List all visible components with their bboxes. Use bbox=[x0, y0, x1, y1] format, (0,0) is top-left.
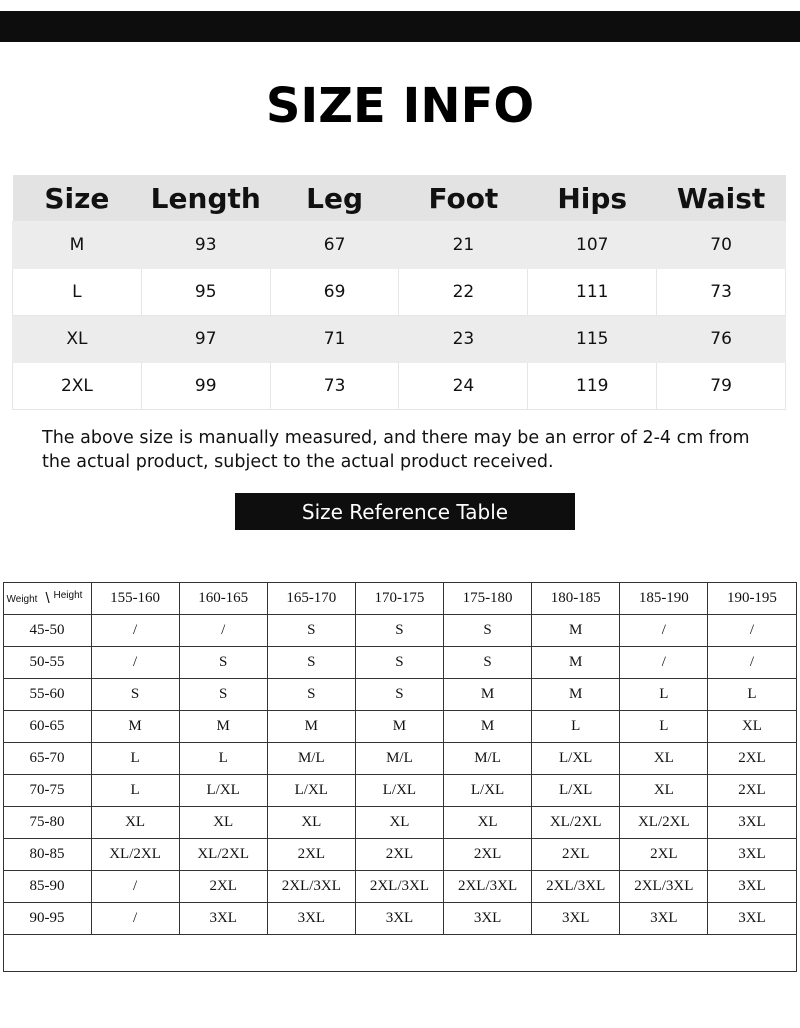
height-header-cell: 165-170 bbox=[267, 582, 355, 614]
table-row bbox=[3, 870, 796, 902]
length-cell: 97 bbox=[141, 316, 270, 363]
size-recommendation-cell: 2XL/3XL bbox=[620, 870, 708, 902]
table-row bbox=[13, 269, 786, 316]
corner-divider: \ bbox=[45, 589, 50, 607]
size-reference-table-frame bbox=[3, 582, 797, 972]
size-recommendation-cell: L/XL bbox=[179, 774, 267, 806]
size-recommendation-cell: M/L bbox=[444, 742, 532, 774]
size-recommendation-cell: M bbox=[91, 710, 179, 742]
table-row bbox=[13, 316, 786, 363]
hips-cell: 115 bbox=[528, 316, 657, 363]
size-recommendation-cell: L/XL bbox=[532, 742, 620, 774]
size-recommendation-cell: 2XL bbox=[532, 838, 620, 870]
size-recommendation-cell: M bbox=[355, 710, 443, 742]
foot-cell: 23 bbox=[399, 316, 528, 363]
table-row bbox=[13, 222, 786, 269]
table-row bbox=[13, 363, 786, 410]
waist-cell: 70 bbox=[657, 222, 786, 269]
size-recommendation-cell: L/XL bbox=[444, 774, 532, 806]
size-recommendation-cell: L bbox=[179, 742, 267, 774]
size-recommendation-cell: 3XL bbox=[708, 838, 796, 870]
size-recommendation-cell: L bbox=[91, 742, 179, 774]
weight-height-corner-cell bbox=[3, 582, 91, 614]
size-recommendation-cell: M bbox=[532, 646, 620, 678]
size-recommendation-cell: S bbox=[179, 646, 267, 678]
size-recommendation-cell: 3XL bbox=[620, 902, 708, 934]
header-foot: Foot bbox=[399, 175, 528, 222]
weight-cell: 45-50 bbox=[3, 614, 91, 646]
hips-cell: 119 bbox=[528, 363, 657, 410]
foot-cell: 21 bbox=[399, 222, 528, 269]
size-recommendation-cell: 2XL/3XL bbox=[355, 870, 443, 902]
size-recommendation-cell: XL bbox=[91, 806, 179, 838]
length-cell: 93 bbox=[141, 222, 270, 269]
size-recommendation-cell: 3XL bbox=[708, 902, 796, 934]
size-recommendation-cell: S bbox=[444, 614, 532, 646]
size-recommendation-cell: / bbox=[91, 870, 179, 902]
table-row bbox=[3, 678, 796, 710]
size-recommendation-cell: L bbox=[708, 678, 796, 710]
size-recommendation-cell: XL bbox=[444, 806, 532, 838]
hips-cell: 111 bbox=[528, 269, 657, 316]
weight-cell: 90-95 bbox=[3, 902, 91, 934]
leg-cell: 71 bbox=[270, 316, 399, 363]
size-recommendation-cell: 2XL bbox=[444, 838, 532, 870]
size-recommendation-cell: / bbox=[620, 614, 708, 646]
size-recommendation-cell: S bbox=[355, 678, 443, 710]
size-recommendation-cell: XL/2XL bbox=[532, 806, 620, 838]
height-header-cell: 155-160 bbox=[91, 582, 179, 614]
size-recommendation-cell: / bbox=[708, 646, 796, 678]
size-recommendation-cell: / bbox=[708, 614, 796, 646]
size-recommendation-cell: XL bbox=[620, 742, 708, 774]
weight-cell: 85-90 bbox=[3, 870, 91, 902]
weight-cell: 80-85 bbox=[3, 838, 91, 870]
size-recommendation-cell: M/L bbox=[355, 742, 443, 774]
size-recommendation-cell: / bbox=[91, 646, 179, 678]
height-header-cell: 170-175 bbox=[355, 582, 443, 614]
weight-cell: 50-55 bbox=[3, 646, 91, 678]
height-header-cell: 185-190 bbox=[620, 582, 708, 614]
size-recommendation-cell: M bbox=[532, 678, 620, 710]
size-cell: M bbox=[13, 222, 142, 269]
size-recommendation-cell: M bbox=[267, 710, 355, 742]
waist-cell: 73 bbox=[657, 269, 786, 316]
leg-cell: 67 bbox=[270, 222, 399, 269]
table-row bbox=[3, 646, 796, 678]
top-banner-bar bbox=[0, 11, 800, 42]
size-recommendation-cell: S bbox=[267, 646, 355, 678]
table-row bbox=[3, 774, 796, 806]
size-recommendation-cell: L bbox=[620, 678, 708, 710]
size-recommendation-cell: 2XL bbox=[267, 838, 355, 870]
page-title: SIZE INFO bbox=[265, 78, 535, 134]
size-recommendation-cell: 2XL bbox=[708, 774, 796, 806]
length-cell: 99 bbox=[141, 363, 270, 410]
size-reference-table bbox=[3, 582, 797, 935]
waist-cell: 79 bbox=[657, 363, 786, 410]
hips-cell: 107 bbox=[528, 222, 657, 269]
size-recommendation-cell: M bbox=[179, 710, 267, 742]
measurement-note: The above size is manually measured, and there may be an error of 2-4 cm from the actual product, subject to the actual product received. bbox=[42, 428, 750, 472]
size-recommendation-cell: L bbox=[91, 774, 179, 806]
header-waist: Waist bbox=[657, 175, 786, 222]
size-recommendation-cell: S bbox=[444, 646, 532, 678]
weight-cell: 75-80 bbox=[3, 806, 91, 838]
size-recommendation-cell: XL bbox=[179, 806, 267, 838]
weight-cell: 60-65 bbox=[3, 710, 91, 742]
size-recommendation-cell: XL bbox=[708, 710, 796, 742]
foot-cell: 22 bbox=[399, 269, 528, 316]
weight-cell: 70-75 bbox=[3, 774, 91, 806]
waist-cell: 76 bbox=[657, 316, 786, 363]
corner-height-label: Height bbox=[53, 589, 83, 601]
size-recommendation-cell: 2XL bbox=[708, 742, 796, 774]
size-recommendation-cell: 2XL bbox=[355, 838, 443, 870]
table-row bbox=[3, 614, 796, 646]
size-recommendation-cell: M bbox=[532, 614, 620, 646]
size-recommendation-cell: / bbox=[620, 646, 708, 678]
size-recommendation-cell: 2XL/3XL bbox=[532, 870, 620, 902]
height-header-cell: 175-180 bbox=[444, 582, 532, 614]
length-cell: 95 bbox=[141, 269, 270, 316]
table-row bbox=[3, 902, 796, 934]
size-recommendation-cell: L bbox=[620, 710, 708, 742]
size-reference-title-banner: Size Reference Table bbox=[235, 493, 575, 530]
height-header-cell: 190-195 bbox=[708, 582, 796, 614]
size-recommendation-cell: L/XL bbox=[532, 774, 620, 806]
size-recommendation-cell: / bbox=[91, 902, 179, 934]
table-row bbox=[3, 710, 796, 742]
size-recommendation-cell: 2XL/3XL bbox=[267, 870, 355, 902]
size-recommendation-cell: 2XL bbox=[179, 870, 267, 902]
size-recommendation-cell: 3XL bbox=[708, 870, 796, 902]
size-recommendation-cell: S bbox=[355, 646, 443, 678]
size-recommendation-cell: S bbox=[179, 678, 267, 710]
size-recommendation-cell: 3XL bbox=[179, 902, 267, 934]
leg-cell: 69 bbox=[270, 269, 399, 316]
header-hips: Hips bbox=[528, 175, 657, 222]
size-cell: L bbox=[13, 269, 142, 316]
foot-cell: 24 bbox=[399, 363, 528, 410]
weight-cell: 65-70 bbox=[3, 742, 91, 774]
size-recommendation-cell: S bbox=[267, 678, 355, 710]
size-recommendation-cell: XL/2XL bbox=[91, 838, 179, 870]
size-recommendation-cell: XL bbox=[355, 806, 443, 838]
leg-cell: 73 bbox=[270, 363, 399, 410]
size-info-table bbox=[12, 175, 786, 410]
table-row bbox=[3, 838, 796, 870]
table-row bbox=[3, 742, 796, 774]
table-row bbox=[3, 806, 796, 838]
size-recommendation-cell: S bbox=[267, 614, 355, 646]
size-recommendation-cell: XL/2XL bbox=[620, 806, 708, 838]
size-recommendation-cell: M/L bbox=[267, 742, 355, 774]
size-recommendation-cell: 3XL bbox=[267, 902, 355, 934]
size-cell: 2XL bbox=[13, 363, 142, 410]
size-recommendation-cell: XL bbox=[267, 806, 355, 838]
size-recommendation-cell: 3XL bbox=[444, 902, 532, 934]
size-recommendation-cell: S bbox=[355, 614, 443, 646]
height-header-cell: 180-185 bbox=[532, 582, 620, 614]
size-recommendation-cell: 3XL bbox=[355, 902, 443, 934]
weight-cell: 55-60 bbox=[3, 678, 91, 710]
size-recommendation-cell: 2XL/3XL bbox=[444, 870, 532, 902]
size-recommendation-cell: L/XL bbox=[267, 774, 355, 806]
size-recommendation-cell: 3XL bbox=[532, 902, 620, 934]
header-length: Length bbox=[141, 175, 270, 222]
size-recommendation-cell: S bbox=[91, 678, 179, 710]
size-recommendation-cell: / bbox=[91, 614, 179, 646]
size-recommendation-cell: XL bbox=[620, 774, 708, 806]
size-recommendation-cell: 2XL bbox=[620, 838, 708, 870]
size-recommendation-cell: M bbox=[444, 710, 532, 742]
height-header-cell: 160-165 bbox=[179, 582, 267, 614]
size-recommendation-cell: / bbox=[179, 614, 267, 646]
size-recommendation-cell: L/XL bbox=[355, 774, 443, 806]
size-recommendation-cell: L bbox=[532, 710, 620, 742]
reference-header-row bbox=[3, 582, 796, 614]
size-cell: XL bbox=[13, 316, 142, 363]
size-recommendation-cell: M bbox=[444, 678, 532, 710]
size-table-header-row bbox=[13, 175, 786, 222]
header-size: Size bbox=[13, 175, 142, 222]
size-recommendation-cell: XL/2XL bbox=[179, 838, 267, 870]
size-recommendation-cell: 3XL bbox=[708, 806, 796, 838]
header-leg: Leg bbox=[270, 175, 399, 222]
corner-weight-label: Weight bbox=[6, 593, 38, 605]
